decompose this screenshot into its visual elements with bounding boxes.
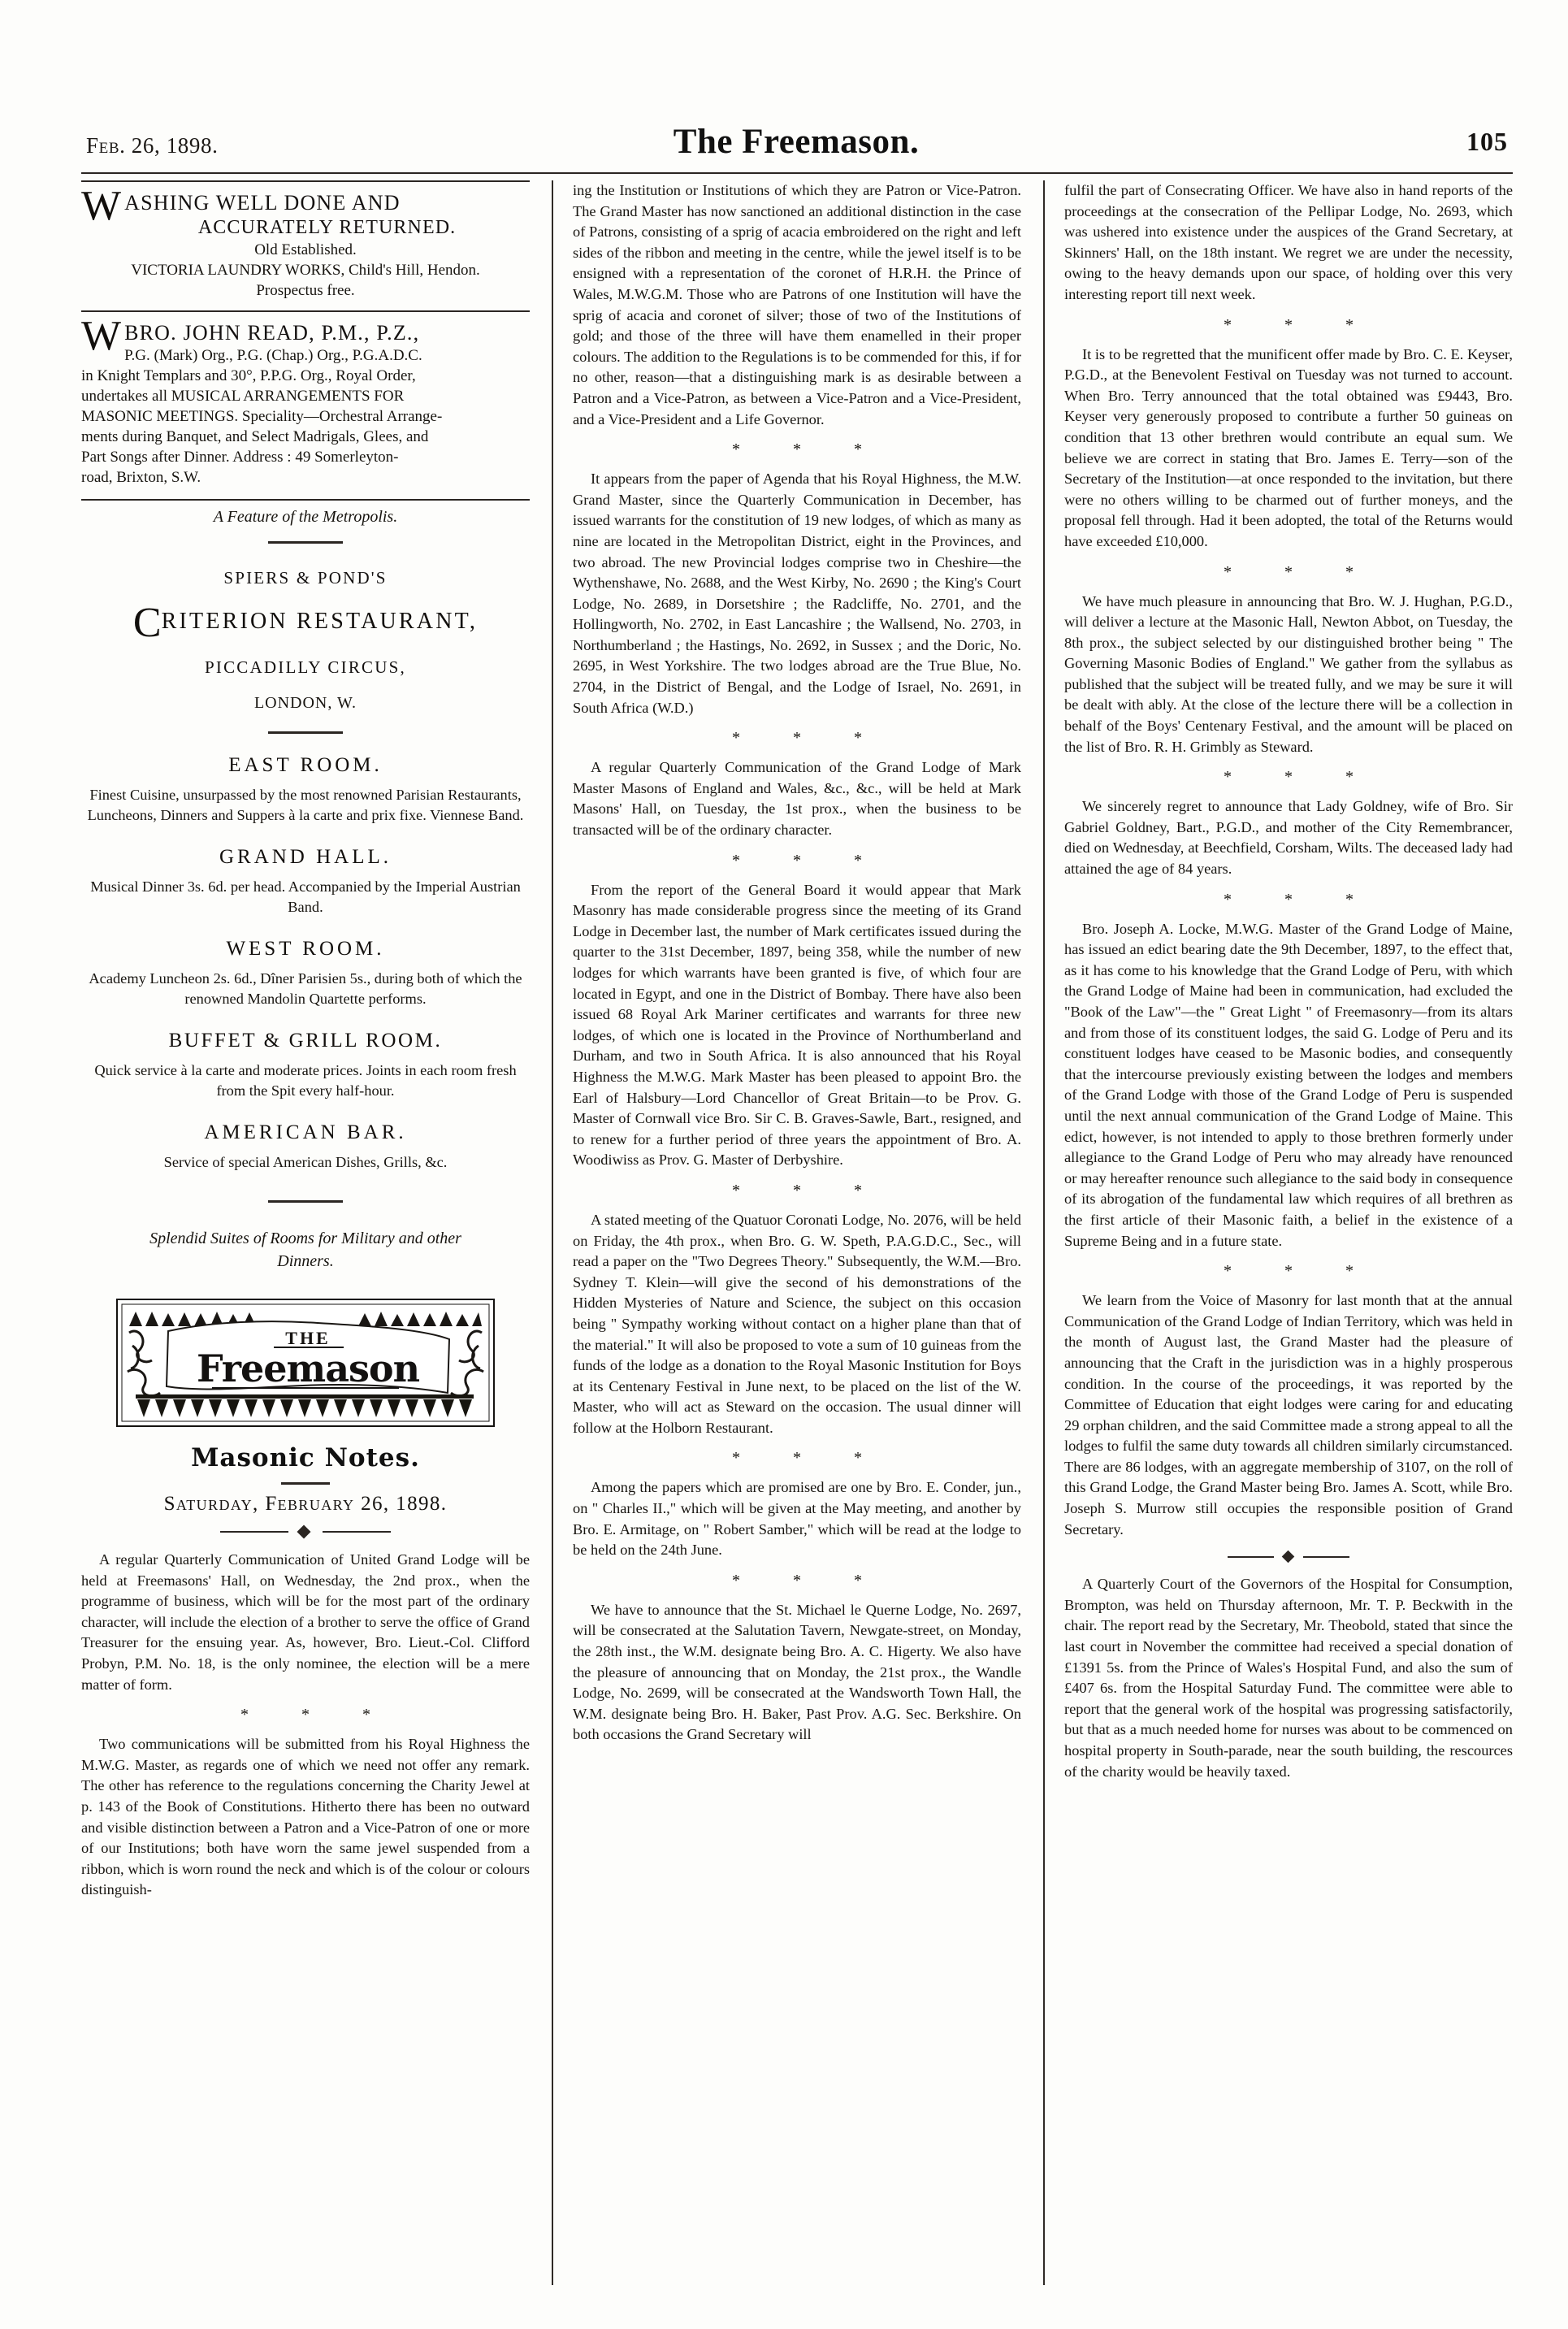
read-line-3: undertakes all MUSICAL ARRANGEMENTS FOR: [81, 388, 405, 405]
star-divider: * * *: [732, 851, 886, 870]
star-divider: * * *: [1224, 768, 1378, 787]
criterion-name: [81, 600, 530, 646]
notes-paragraph: Two communications will be submitted from his Royal Highness the M.W.G. Master, as regards one of which we need not offer any remark. The other has reference to the regulations concerning the Charity Jewel at p. 143 of the Book of Constitutions. Hitherto there has been no outward and visible distinction between a Patron and a Vice-Patron of one or more of our Institutions; both have worn the same jewel suspended from a ribbon, which is worn round the neck and which is of the colour or colours distinguish-: [81, 1736, 530, 1898]
room-description: Service of special American Dishes, Grills, &c.: [163, 1154, 448, 1170]
star-divider: * * *: [1224, 890, 1378, 909]
star-divider: * * *: [732, 729, 886, 748]
criterion-room-block: [81, 752, 530, 826]
body-paragraph: fulfil the part of Consecrating Officer. We have also in hand reports of the proceedings at the consecration of the Pellipar Lodge, No. 2693, which was ushered into existence under the auspices of the Grand Secretary, at Skinners' Hall, on the 18th instant. We regret we are under the necessity, owing to the heavy demands upon our space, of holding over this very interesting report till next week.: [1064, 182, 1513, 302]
laundry-old-established: Old Established.: [254, 241, 357, 258]
laundry-works-address: VICTORIA LAUNDRY WORKS, Child's Hill, Hendon.: [131, 262, 480, 279]
body-paragraph: We sincerely regret to announce that Lady Goldney, wife of Bro. Sir Gabriel Goldney, Bart., P.G.D., and mother of the City Remembrancer, died on Wednesday, at Beechfield, Corsham, Wilts. The deceased lady had attained the age of 84 years.: [1064, 798, 1513, 878]
star-divider: * * *: [240, 1706, 395, 1724]
logo-the-text: THE: [285, 1328, 331, 1348]
star-divider: * * *: [732, 440, 886, 459]
body-paragraph: Bro. Joseph A. Locke, M.W.G. Master of the Grand Lodge of Maine, has issued an edict bearing date the 9th December, 1897, to the effect that, as it has come to his knowledge that the Grand Lodge of Peru, with which the Grand Lodge of Maine had been in communication, had excluded the "Book of the Law"—the " Great Light " of Freemasonry—from its altars and from those of its constituent lodges, the said G. Lodge of Peru and its constituent lodges have ceased to be Masonic bodies, and consequently that the intercourse previously existing between the lodges and members of the Grand Lodge with those of the Grand Lodge of Peru is suspended until the next annual communication of the Grand Lodge of Maine. This edict, however, is not intended to apply to those brethren formerly under allegiance to the Grand Lodge of Peru who may already have renounced or may hereafter renounce such allegiance to the said body in consequence of its abrogation of the fundamental law which requires of all brethren as the first article of their Masonic faith, a belief in the existence of a Supreme Being and in a future state.: [1064, 920, 1513, 1249]
laundry-headline-line2: ACCURATELY RETURNED.: [197, 217, 457, 238]
advertisement-john-read: [81, 310, 530, 488]
read-line-6: Part Songs after Dinner. Address : 49 Somerleyton-: [81, 449, 399, 466]
freemason-logo-engraving: [115, 1297, 496, 1429]
room-title: AMERICAN BAR.: [204, 1121, 407, 1143]
dropcap-w: W: [81, 313, 122, 359]
diamond-divider: [220, 1525, 391, 1538]
logo-wordmark-text: Freemason: [196, 1347, 420, 1390]
star-divider: * * *: [732, 1449, 886, 1468]
body-paragraph: Among the papers which are promised are one by Bro. E. Conder, jun., on " Charles II.," which will be given at the May meeting, and another by Bro. E. Armitage, on " Robert Samber," which will be read at the lodge to be held on the 24th June.: [573, 1479, 1021, 1559]
column-1: [81, 180, 530, 2293]
advertisement-laundry: [81, 180, 530, 301]
diamond-ornament: [297, 1525, 311, 1539]
criterion-room-block: [81, 1027, 530, 1101]
masthead: [81, 122, 1511, 171]
diamond-ornament: [1282, 1550, 1295, 1564]
criterion-name-rest: RITERION RESTAURANT,: [161, 609, 479, 634]
issue-date: Feb. 26, 1898.: [86, 133, 219, 158]
room-description: Academy Luncheon 2s. 6d., Dîner Parisien 5s., during both of which the renowned Mandolin Quartette performs.: [89, 970, 522, 1007]
star-divider: * * *: [732, 1571, 886, 1590]
divider-line-left: [220, 1531, 288, 1533]
ad-rule: [81, 180, 530, 182]
masonic-notes-date: Saturday, February 26, 1898.: [163, 1493, 448, 1515]
criterion-city: LONDON, W.: [253, 694, 357, 712]
advertisement-criterion: [81, 499, 530, 1273]
body-paragraph: It is to be regretted that the munificent offer made by Bro. C. E. Keyser, P.G.D., at the Benevolent Festival on Tuesday was not turned to account. When Bro. Terry announced that the total obtained was £9443, Bro. Keyser very generously proposed to contribute a further 50 guineas on condition that 13 other brethren would contribute an equal sum. We believe we are correct in stating that Bro. James E. Terry—son of the Secretary of the Institution—at once responded to the invitation, but there were no others willing to be charmed out of further moneys, and the proposal fell through. Had it been adopted, the total of the Returns would have exceeded £10,000.: [1064, 345, 1513, 549]
masonic-notes-heading: Masonic Notes.: [191, 1443, 420, 1472]
criterion-address: PICCADILLY CIRCUS,: [205, 657, 406, 677]
section-rule: [268, 731, 343, 734]
read-line-2: in Knight Templars and 30°, P.P.G. Org., Royal Order,: [81, 367, 416, 384]
body-paragraph: A stated meeting of the Quatuor Coronati Lodge, No. 2076, will be held on Friday, the 4th prox., when Bro. G. W. Speth, P.A.G.D.C., Sec., will read a paper on the "Two Degrees Theory." Subsequently, the W.M.—Bro. Sydney T. Klein—will give the second of his demonstrations of the Hidden Mysteries of Nature and Science, the subject on this occasion being " Sympathy working without contact on a higher plane than that of the material." It will also be proposed to vote a sum of 10 guineas from the funds of the lodge as a donation to the Royal Masonic Institution for Boys at its Centenary Festival in June next, to be placed on the list of the W. Master, who will act as Steward on the occasion. The usual dinner will follow at the Holborn Restaurant.: [573, 1211, 1021, 1436]
body-paragraph: A regular Quarterly Communication of the Grand Lodge of Mark Master Masons of England and Wales, &c., &c., will be held at Mark Masons' Hall, on Tuesday, the 1st prox., when the business to be transacted will be of the ordinary character.: [573, 759, 1021, 839]
star-divider: * * *: [1224, 1262, 1378, 1281]
read-headline-text: BRO. JOHN READ, P.M., P.Z.,: [124, 321, 420, 345]
read-headline: [81, 313, 530, 366]
section-rule: [268, 1200, 343, 1203]
body-paragraph: A Quarterly Court of the Governors of the Hospital for Consumption, Brompton, was held on Thursday afternoon, Mr. T. P. Beckwith in the chair. The report read by the Secretary, Mr. Theobold, stated that since the last court in November the committee had received a special donation of £1391 5s. from the Prince of Wales's Hospital Fund, and also the sum of £407 6s. from the Hospital Saturday Fund. The committee were able to report that the general work of the hospital was progressing satisfactorily, but that as a much needed home for nurses was about to be commenced on hospital property in South-parade, near the south building, the rescources of the charity would be heavily taxed.: [1064, 1576, 1513, 1780]
criterion-room-block: [81, 1119, 530, 1173]
body-paragraph: We learn from the Voice of Masonry for last month that at the annual Communication of the Grand Lodge of Indian Territory, which was held in the month of August last, the Grand Master had the pleasure of announcing that the Craft in the jurisdiction was in a highly prosperous condition. In the course of the proceedings, it was reported by the Committee of Education that eight lodges were caring for and educating 29 orphan children, and the said Committee made a strong appeal to all the lodges to fulfil the same duty towards all children similarly circumstanced. There are 86 lodges, with an aggregate membership of 3107, on the roll of this Grand Lodge, the Grand Master being Bro. James A. Scott, while Bro. Joseph S. Murrow still occupies the responsible position of Grand Secretary.: [1064, 1292, 1513, 1537]
room-title: GRAND HALL.: [219, 846, 392, 868]
column-grid: [81, 180, 1513, 2293]
notes-paragraph: A regular Quarterly Communication of United Grand Lodge will be held at Freemasons' Hall, on Wednesday, the 2nd prox., when the programme of business, which will be for the most part of the ordinary character, will include the election of a brother to serve the office of Grand Treasurer for the ensuing year. As, however, Bro. Lieut.-Col. Clifford Probyn, P.M. No. 18, is the only nominee, the election will be a mere matter of form.: [81, 1551, 530, 1693]
divider-line-left: [1228, 1556, 1274, 1558]
masthead-rule: [81, 172, 1513, 174]
column-3: [1064, 180, 1513, 2293]
laundry-prospectus: Prospectus free.: [256, 282, 355, 299]
read-line-1: P.G. (Mark) Org., P.G. (Chap.) Org., P.G.A.D.C.: [124, 347, 422, 364]
column-divider-2: [1043, 180, 1045, 2285]
star-divider: * * *: [1224, 562, 1378, 581]
body-paragraph: It appears from the paper of Agenda that his Royal Highness, the M.W. Grand Master, since the Quarterly Communication in December, has issued warrants for the constitution of 19 new lodges, of which as many as nine are located in the Metropolitan District, eight in the Provinces, and two abroad. The new Provincial lodges comprise two in Cheshire—the Wythenshawe, No. 2688, and the West Kirby, No. 2690 ; the King's Court Lodge, No. 2689, in Dorsetshire ; the Radcliffe, No. 2701, and the Hollingworth, No. 2702, in East Lancashire ; the Wallsend, No. 2703, in Northumberland ; the Hastings, No. 2692, in Sussex ; and the Doric, No. 2695, in West Yorkshire. The two lodges abroad are the True Blue, No. 2704, in the District of Bengal, and the Lodge of Israel, No. 2691, in South Africa (W.D.): [573, 471, 1021, 716]
masonic-notes-section: [81, 1443, 530, 1901]
divider-line-right: [323, 1531, 391, 1533]
divider-line-right: [1303, 1556, 1349, 1558]
dropcap-c: C: [132, 600, 162, 646]
read-line-5: ments during Banquet, and Select Madrigals, Glees, and: [81, 428, 429, 445]
room-description: Quick service à la carte and moderate prices. Joints in each room fresh from the Spit every half-hour.: [94, 1062, 517, 1099]
laundry-headline: [81, 183, 530, 240]
diamond-divider: [1228, 1551, 1349, 1563]
heading-rule: [281, 1482, 330, 1485]
room-description: Musical Dinner 3s. 6d. per head. Accompanied by the Imperial Austrian Band.: [90, 878, 521, 915]
column-2: [573, 180, 1021, 2293]
room-title: EAST ROOM.: [228, 754, 383, 776]
publication-title: The Freemason.: [673, 123, 920, 161]
room-title: WEST ROOM.: [226, 938, 385, 960]
section-rule: [268, 541, 343, 544]
ad-rule: [81, 499, 530, 501]
body-paragraph: We have much pleasure in announcing that Bro. W. J. Hughan, P.G.D., will deliver a lecture at the Masonic Hall, Newton Abbot, on Tuesday, the 8th prox., the subject selected by our distinguished brother being " The Governing Masonic Bodies of England." We gather from the syllabus as published that the subject will be treated fully, and we may be sure it will be dealt with ably. At the close of the lecture there will be a collection in behalf of the Boys' Centenary Festival, and the amount will be placed on the list of Bro. R. H. Grimbly as Steward.: [1064, 592, 1513, 755]
read-line-7: road, Brixton, S.W.: [81, 469, 201, 486]
read-line-4: MASONIC MEETINGS. Speciality—Orchestral Arrange-: [81, 408, 443, 425]
criterion-suites-line-1: Splendid Suites of Rooms for Military and other: [149, 1230, 461, 1247]
laundry-headline-line1: ASHING WELL DONE AND: [124, 191, 401, 215]
page-number: 105: [1466, 127, 1508, 156]
star-divider: * * *: [1224, 315, 1378, 334]
ad-rule: [81, 310, 530, 312]
criterion-feature-line: A Feature of the Metropolis.: [213, 508, 398, 526]
criterion-room-block: [81, 844, 530, 917]
room-description: Finest Cuisine, unsurpassed by the most renowned Parisian Restaurants, Luncheons, Dinners and Suppers à la carte and prix fixe. Viennese Band.: [87, 787, 524, 823]
body-paragraph: We have to announce that the St. Michael le Querne Lodge, No. 2697, will be consecrated at the Salutation Tavern, Newgate-street, on Monday, the 28th inst., the W.M. designate being Bro. A. C. Higerty. We also have the pleasure of announcing that on Monday, the 21st prox., the Wandle Lodge, No. 2699, will be consecrated at the Wandsworth Town Hall, the W.M. designate being Bro. H. Baker, Past Prov. A.G. Sec. Berkshire. On both occasions the Grand Secretary will: [573, 1601, 1021, 1743]
column-divider-1: [552, 180, 553, 2285]
star-divider: * * *: [732, 1181, 886, 1199]
room-title: BUFFET & GRILL ROOM.: [168, 1030, 443, 1052]
body-paragraph: From the report of the General Board it would appear that Mark Masonry has made considerable progress since the meeting of its Grand Lodge in December last, the number of Mark certificates issued during the quarter to the 31st December, 1897, being 358, while the number of new lodges for which warrants have been granted is five, of which four are located in Egypt, and one in the District of Bombay. There have also been issued 68 Royal Ark Mariner certificates and warrants for three new lodges, of which one is located in the Province of Northumberland and Durham, and two in South Africa. It is also announced that his Royal Highness the M.W.G. Mark Master has been pleased to appoint Bro. the Earl of Halsbury—Lord Chancellor of Great Britain—to be Prov. G. Master of Cornwall vice Bro. Sir C. B. Graves-Sawle, Bart., resigned, and to renew for a further period of three years the appointment of Bro. A. Woodiwiss as Prov. G. Master of Derbyshire.: [573, 881, 1021, 1169]
freemason-logo: [115, 1297, 496, 1429]
criterion-room-block: [81, 935, 530, 1009]
body-paragraph: ing the Institution or Institutions of which they are Patron or Vice-Patron. The Grand Master has now sanctioned an additional distinction in the case of Patrons, consisting of a sprig of acacia embroidered on the right and left sides of the ribbon and meeting in the centre, while the jewel itself is to be ensigned with a representation of the coronet of H.R.H. the Prince of Wales, M.W.G.M. Those who are Patrons of one Institution will have the sprig of acacia and coronet of silver; those of two of the Institutions of gold; and those of the three will have them enamelled in their proper colours. The addition to the Regulations is to be commended for this, if for no other, reason—that a distinguishing mark is as desirable between a Patron and a Vice-Patron, as between a Vice-Patron and a Vice-President, and a Vice-President and a Life Governor.: [573, 182, 1021, 427]
criterion-owner: SPIERS & POND'S: [223, 568, 388, 588]
dropcap-w: W: [81, 183, 122, 229]
criterion-suites-line-2: Dinners.: [277, 1252, 334, 1270]
